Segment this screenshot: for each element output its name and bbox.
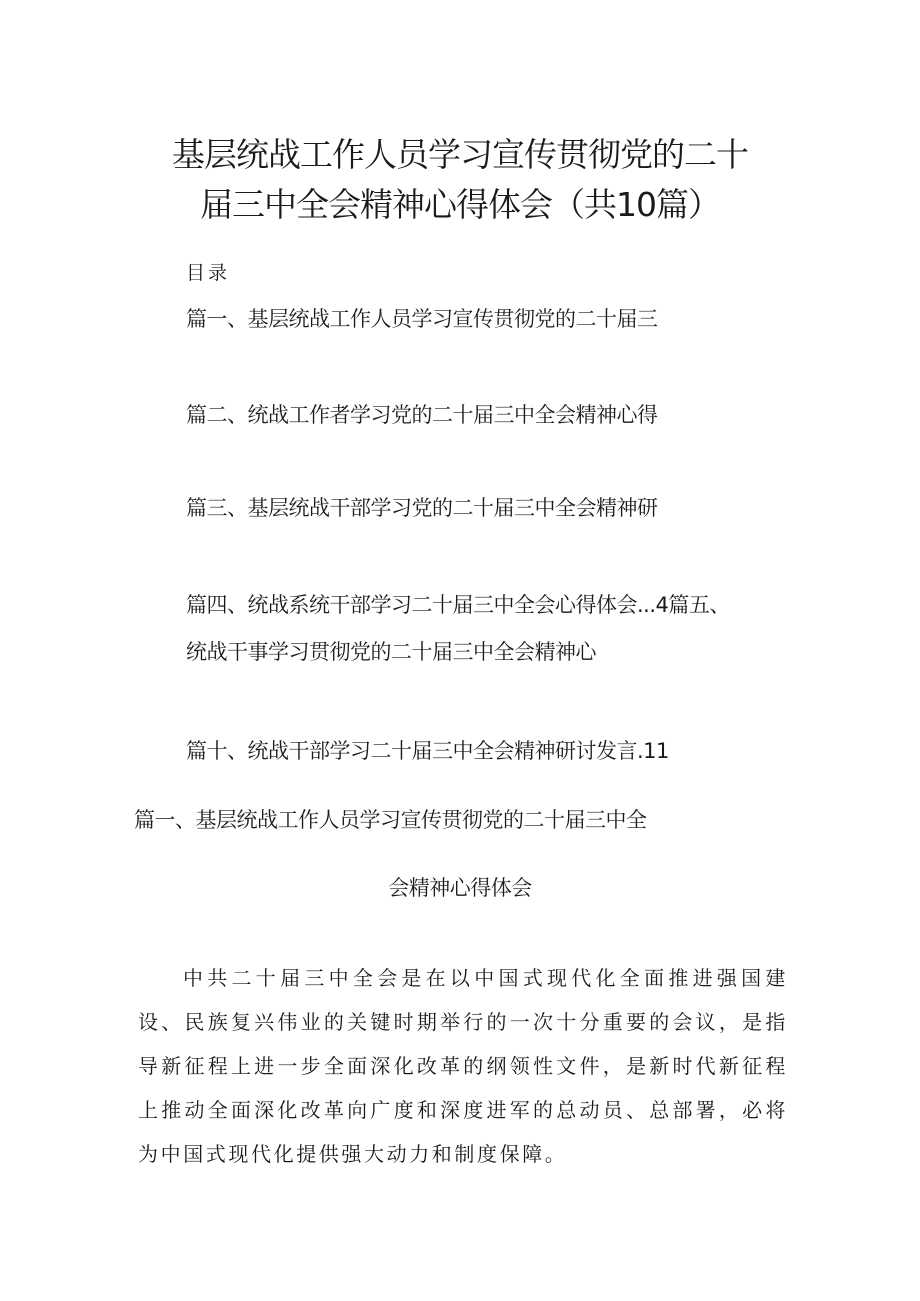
toc-item-3[interactable]: 篇三、基层统战干部学习党的二十届三中全会精神研 [186,496,658,520]
document-title-line-1: 基层统战工作人员学习宣传贯彻党的二十 [172,135,748,174]
toc-item-1[interactable]: 篇一、基层统战工作人员学习宣传贯彻党的二十届三 [186,307,658,331]
document-title-line-2: 届三中全会精神心得体会（共10篇） [200,185,720,224]
toc-heading: 目录 [186,262,231,284]
toc-item-10[interactable]: 篇十、统战干部学习二十届三中全会精神研讨发言.11 [186,739,669,763]
toc-item-4[interactable]: 篇四、统战系统干部学习二十届三中全会心得体会...4篇五、 [186,593,730,617]
toc-item-2[interactable]: 篇二、统战工作者学习党的二十届三中全会精神心得 [186,403,658,427]
body-paragraph: 中共二十届三中全会是在以中国式现代化全面推进强国建设、民族复兴伟业的关键时期举行的一次十分重要的会议，是指导新征程上进一步全面深化改革的纲领性文件，是新时代新征程上推动全面深化改革向广度和深度进军的总动员、总部署，必将为中国式现代化提供强大动力和制度保障。 [138,966,788,1166]
toc-item-5[interactable]: 统战干事学习贯彻党的二十届三中全会精神心 [186,640,596,664]
section-title-line-2: 会精神心得体会 [388,876,532,900]
section-title-line-1: 篇一、基层统战工作人员学习宣传贯彻党的二十届三中全 [134,808,647,832]
